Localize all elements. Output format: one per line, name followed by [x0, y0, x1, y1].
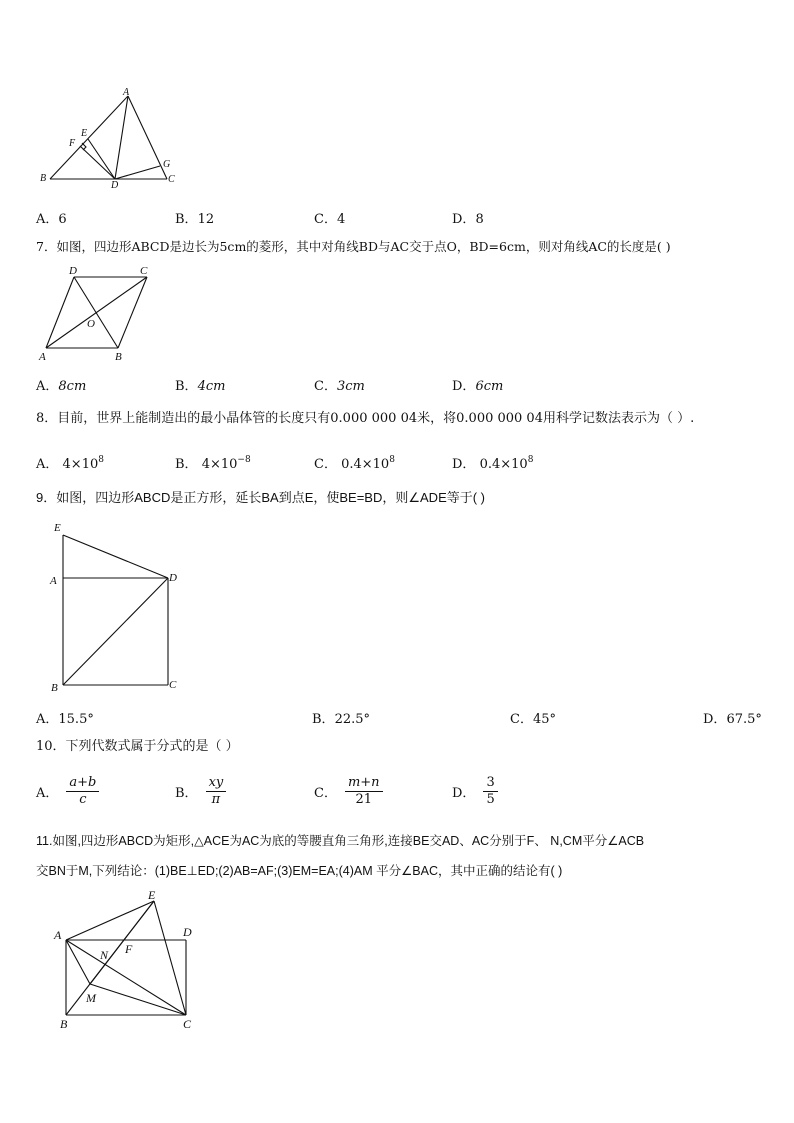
- q8-option-a[interactable]: A． $4\times 10^8$: [36, 455, 104, 472]
- q9-label-d: D: [169, 572, 177, 584]
- q9-stem: 9．如图，四边形ABCD是正方形，延长BA到点E，使BE=BD，则∠ADE等于( ): [36, 490, 486, 505]
- q6-label-d: D: [111, 180, 119, 191]
- q11-label-c: C: [183, 1017, 192, 1031]
- q10-option-d[interactable]: D． $\frac{3}{5}$: [452, 775, 498, 808]
- q10-fraction-d: $\frac{3}{5}$: [483, 775, 497, 808]
- q9-option-c[interactable]: C．45°: [510, 712, 556, 727]
- q7-label-o: O: [87, 318, 95, 330]
- q6-figure: [30, 84, 190, 194]
- q8-stem: 8．目前，世界上能制造出的最小晶体管的长度只有0.000 000 04米，将0.000 000 04用科学记数法表示为（ ）.: [36, 411, 695, 426]
- q7-stem: 7．如图，四边形ABCD是边长为5cm的菱形，其中对角线BD与AC交于点O，BD=6cm，则对角线AC的长度是( ): [36, 239, 671, 254]
- q11-stem-line2: 交BN于M,下列结论：(1)BE⊥ED;(2)AB=AF;(3)EM=EA;(4)AM 平分∠BAC，其中正确的结论有( ): [36, 864, 563, 878]
- q7-label-a: A: [39, 351, 46, 363]
- q11-label-a: A: [54, 928, 62, 942]
- q11-label-e: E: [148, 888, 156, 902]
- q11-label-d: D: [183, 925, 192, 939]
- q8-number-repeat: 0.000 000 04: [456, 411, 543, 426]
- q10-fraction-a: $\frac{a+b}{c}$: [66, 775, 99, 808]
- q10-option-c[interactable]: C． $\frac{m+n}{21}$: [314, 775, 383, 808]
- q9-figure: [40, 515, 190, 700]
- q8-option-d[interactable]: D． $0.4\times 10^8$: [452, 455, 534, 472]
- q9-label-a: A: [50, 575, 57, 587]
- q6-option-c[interactable]: C．4: [314, 212, 346, 227]
- q6-option-b[interactable]: B．12: [175, 212, 215, 227]
- q7-option-d[interactable]: D．6cm: [452, 379, 504, 394]
- q9-label-b: B: [51, 682, 58, 694]
- q7-label-c: C: [140, 265, 148, 277]
- q10-option-b[interactable]: B． $\frac{xy}{\pi}$: [175, 775, 226, 808]
- q11-label-b: B: [60, 1017, 68, 1031]
- q11-figure: [48, 888, 218, 1038]
- q6-label-f: F: [69, 138, 76, 149]
- q6-label-g: G: [163, 159, 171, 170]
- q8-option-b[interactable]: B． $4\times 10^{-8}$: [175, 455, 251, 472]
- q7-option-b[interactable]: B．4cm: [175, 379, 226, 394]
- q11-stem-line1: 11.如图,四边形ABCD为矩形,△ACE为AC为底的等腰直角三角形,连接BE交AD、AC分别于F、 N,CM平分∠ACB: [36, 834, 645, 848]
- q6-label-a: A: [123, 87, 130, 98]
- q10-fraction-b: $\frac{xy}{\pi}$: [206, 775, 227, 808]
- q9-option-d[interactable]: D．67.5°: [703, 712, 762, 727]
- q8-number: 0.000 000 04: [330, 411, 418, 426]
- q7-label-b: B: [115, 351, 122, 363]
- q7-figure: [30, 260, 170, 365]
- q7-option-a[interactable]: A．8cm: [36, 379, 87, 394]
- q6-option-a[interactable]: A．6: [36, 212, 67, 227]
- q9-label-c: C: [169, 679, 177, 691]
- q10-fraction-c: $\frac{m+n}{21}$: [345, 775, 383, 808]
- q6-option-d[interactable]: D．8: [452, 212, 484, 227]
- q11-label-f: F: [125, 942, 133, 956]
- q6-label-c: C: [168, 174, 175, 185]
- q8-option-c[interactable]: C． $0.4\times 10^8$: [314, 455, 395, 472]
- q9-option-b[interactable]: B．22.5°: [312, 712, 371, 727]
- q6-label-b: B: [40, 173, 47, 184]
- q7-option-c[interactable]: C．3cm: [314, 379, 365, 394]
- q7-label-d: D: [69, 265, 77, 277]
- q9-option-a[interactable]: A．15.5°: [36, 712, 94, 727]
- q10-stem: 10．下列代数式属于分式的是（ ）: [36, 739, 239, 754]
- q10-option-a[interactable]: A． $\frac{a+b}{c}$: [36, 775, 99, 808]
- q9-label-e: E: [54, 522, 61, 534]
- q6-label-e: E: [81, 128, 88, 139]
- q11-label-n: N: [100, 948, 109, 962]
- q11-label-m: M: [86, 991, 96, 1005]
